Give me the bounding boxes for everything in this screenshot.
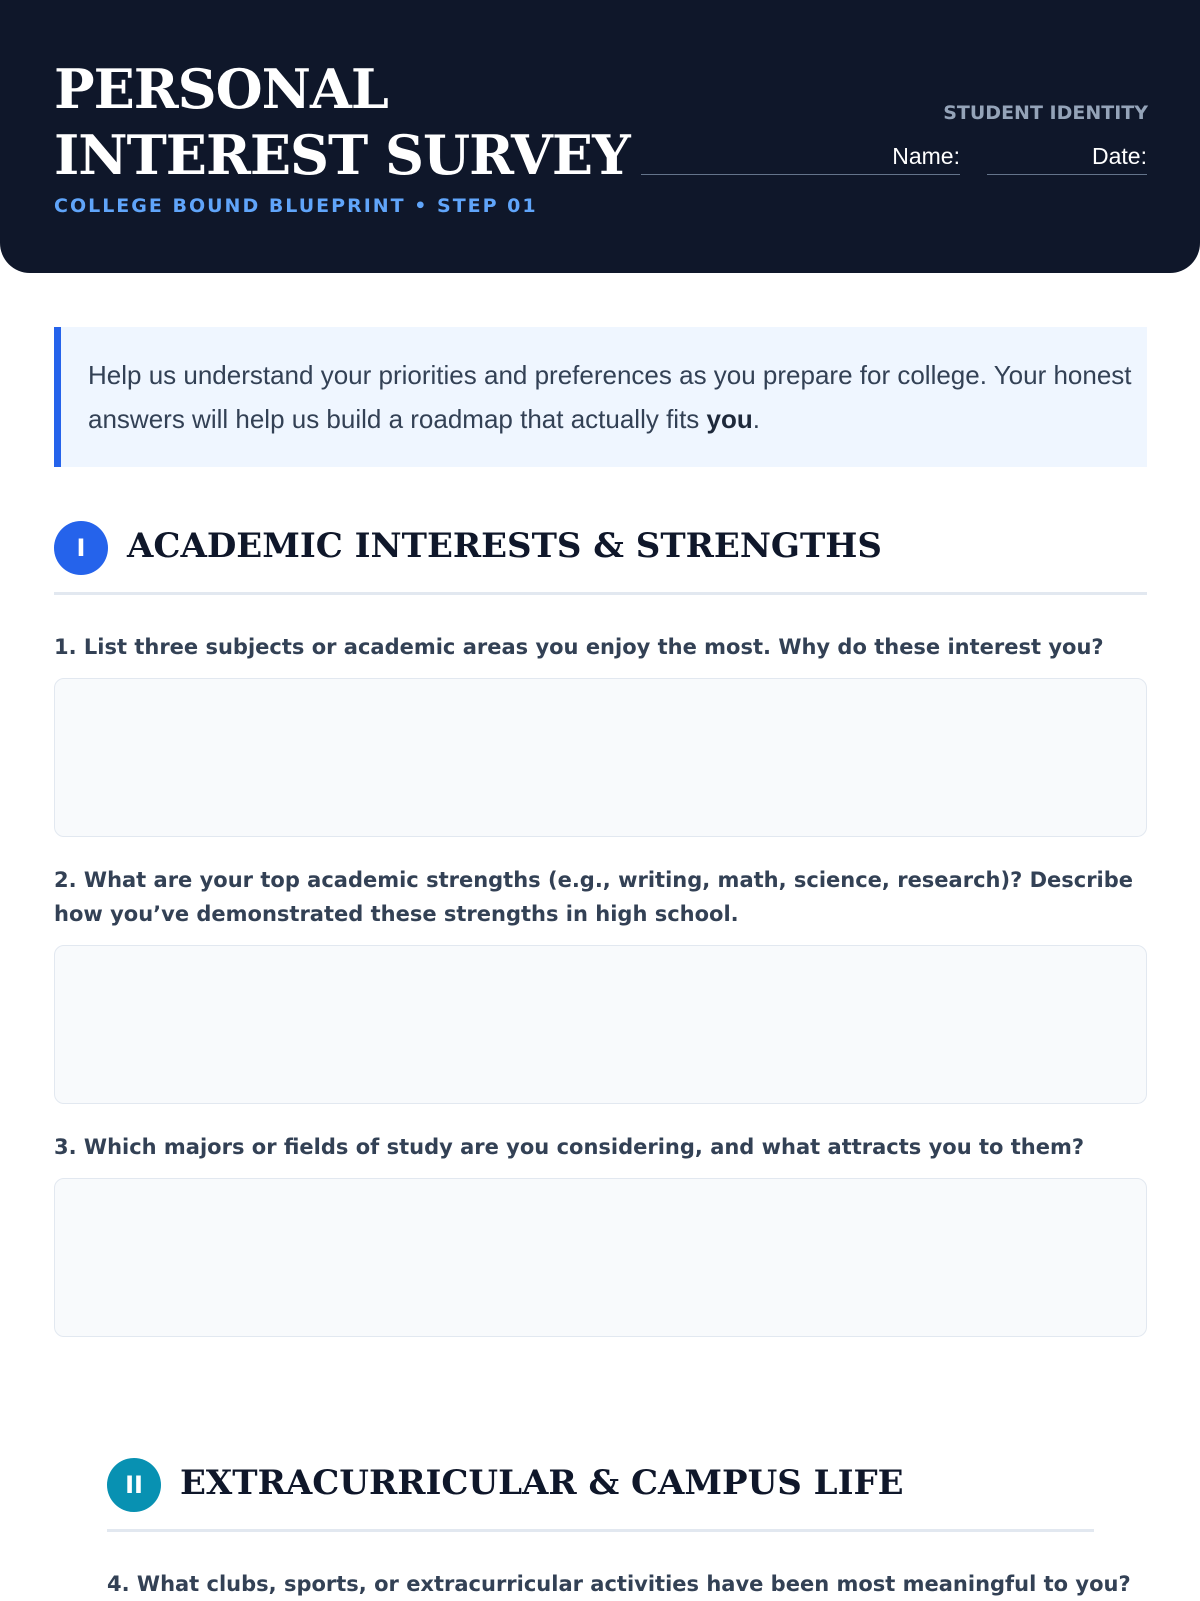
- name-label: Name:: [892, 143, 960, 169]
- date-label: Date:: [1092, 143, 1147, 169]
- question-1: 1. List three subjects or academic areas you enjoy the most. Why do these interest you?: [54, 635, 1104, 659]
- intro-emphasis: you: [706, 404, 753, 434]
- section-number-badge: I: [54, 521, 108, 575]
- title-line-1: PERSONAL: [54, 57, 388, 121]
- section-title: EXTRACURRICULAR & CAMPUS LIFE: [180, 1463, 904, 1503]
- question-2: 2. What are your top academic strengths (e.g., writing, math, science, research)? Describe how you’ve demonstrated these strengths in high school.: [54, 868, 1134, 926]
- intro-callout: [54, 327, 1147, 467]
- name-field[interactable]: [641, 140, 960, 175]
- section-extracurricular-heading: [107, 1457, 1094, 1532]
- answer-3-field[interactable]: [54, 1178, 1147, 1337]
- section-academic-heading: [54, 520, 1147, 595]
- page-subtitle: COLLEGE BOUND BLUEPRINT • STEP 01: [54, 195, 538, 217]
- title-line-2: INTEREST SURVEY: [54, 123, 630, 187]
- section-number-badge: II: [107, 1458, 161, 1512]
- section-title: ACADEMIC INTERESTS & STRENGTHS: [127, 526, 882, 566]
- student-identity-label: STUDENT IDENTITY: [943, 102, 1148, 124]
- answer-2-field[interactable]: [54, 945, 1147, 1104]
- question-3: 3. Which majors or fields of study are you considering, and what attracts you to them?: [54, 1135, 1085, 1159]
- intro-text: Help us understand your priorities and preferences as you prepare for college. Your honest answers will help us build a roadmap that actually fits: [88, 360, 1132, 434]
- survey-header: [0, 0, 1200, 273]
- intro-end: .: [752, 404, 760, 434]
- page-title: [54, 56, 630, 188]
- answer-1-field[interactable]: [54, 678, 1147, 837]
- question-4: 4. What clubs, sports, or extracurricular activities have been most meaningful to you?: [107, 1572, 1131, 1596]
- date-field[interactable]: [987, 140, 1147, 175]
